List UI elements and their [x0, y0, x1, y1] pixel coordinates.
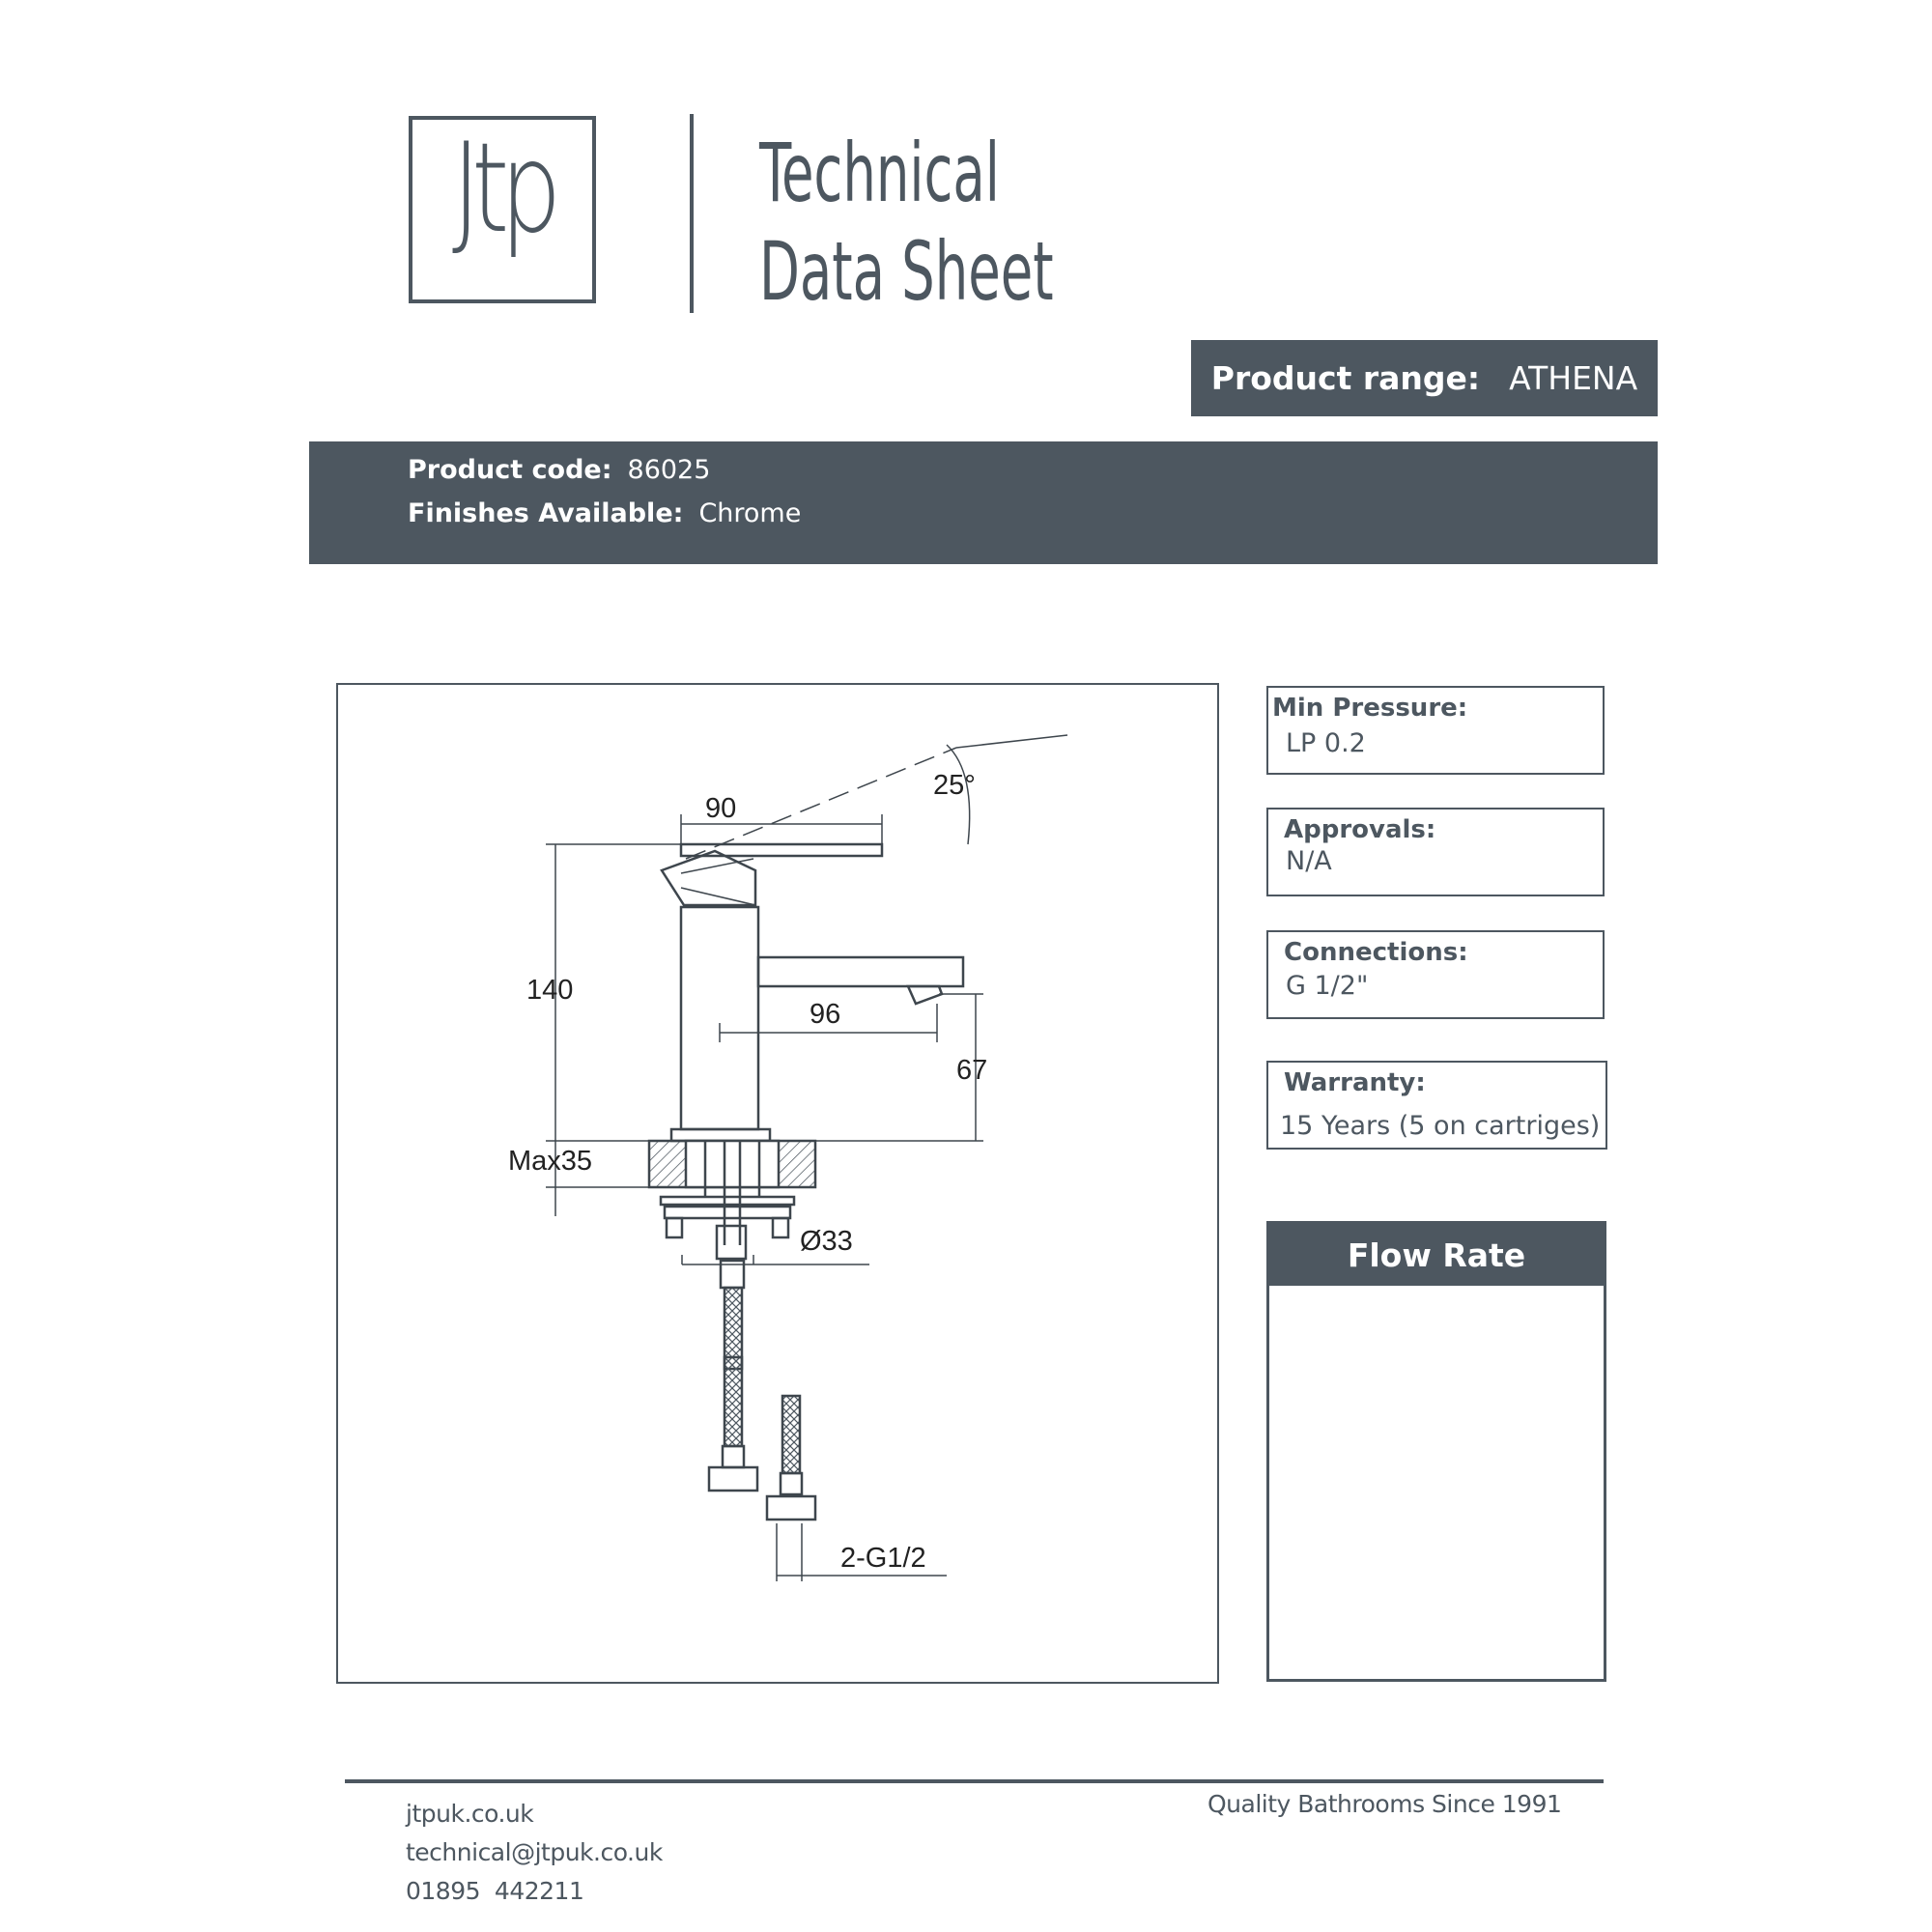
tap-drawing-svg — [338, 685, 1221, 1686]
header-divider — [690, 114, 694, 313]
finishes-label: Finishes Available: — [408, 498, 684, 528]
spout — [758, 957, 963, 986]
min-pressure-value: LP 0.2 — [1286, 728, 1366, 758]
footer-website: jtpuk.co.uk — [406, 1800, 534, 1828]
warranty-value: 15 Years (5 on cartriges) — [1280, 1111, 1601, 1141]
dim-handle-length: 90 — [705, 793, 737, 824]
footer-email: technical@jtpuk.co.uk — [406, 1838, 663, 1866]
handle-lever — [681, 844, 882, 856]
tap-outline — [649, 844, 963, 1520]
product-range-bar — [1191, 340, 1658, 416]
backnut — [665, 1207, 790, 1218]
product-code-row — [408, 455, 710, 485]
spec-warranty — [1266, 1061, 1607, 1150]
product-info-bar — [309, 441, 1658, 564]
approvals-value: N/A — [1286, 846, 1332, 876]
dim-connections: 2-G1/2 — [840, 1543, 926, 1574]
product-range-label: Product range: — [1210, 359, 1481, 397]
product-code-label: Product code: — [408, 455, 612, 485]
footer-phone: 01895 442211 — [406, 1877, 584, 1905]
tap-body — [681, 907, 758, 1129]
product-range-value: ATHENA — [1509, 359, 1638, 397]
hose-2 — [782, 1396, 800, 1473]
dim-diameter: Ø33 — [800, 1226, 853, 1257]
hose-fitting — [717, 1226, 746, 1259]
dim-max-deck: Max35 — [508, 1146, 593, 1177]
title-line-1: Technical — [759, 126, 1000, 220]
product-code-value: 86025 — [627, 455, 711, 485]
finishes-row — [408, 498, 801, 528]
min-pressure-label: Min Pressure: — [1272, 694, 1468, 723]
spec-connections — [1266, 930, 1605, 1019]
spec-min-pressure — [1266, 686, 1605, 775]
spec-approvals — [1266, 808, 1605, 896]
dim-angle: 25° — [933, 770, 976, 801]
backnut-washer — [661, 1197, 794, 1205]
finishes-value: Chrome — [698, 498, 802, 528]
aerator — [908, 986, 942, 1004]
approvals-label: Approvals: — [1284, 815, 1436, 844]
dim-spout-height: 67 — [956, 1055, 988, 1086]
hose-1-lower — [724, 1357, 742, 1446]
footer-contact — [406, 1795, 663, 1911]
footer-divider — [345, 1779, 1604, 1783]
flow-rate-panel — [1266, 1221, 1606, 1682]
handle-cartridge — [662, 851, 755, 905]
title-line-2: Data Sheet — [759, 224, 1054, 319]
hose-1-nut — [709, 1467, 757, 1491]
hose-2-nut — [767, 1496, 815, 1520]
flow-rate-title: Flow Rate — [1269, 1224, 1604, 1286]
connections-label: Connections: — [1284, 938, 1468, 967]
dim-spout-reach: 96 — [810, 999, 841, 1030]
base-plate — [671, 1129, 770, 1141]
logo-text: Jtp — [452, 117, 553, 261]
warranty-label: Warranty: — [1284, 1068, 1426, 1097]
page-title — [759, 124, 1054, 321]
dim-height: 140 — [526, 975, 574, 1006]
footer-tagline: Quality Bathrooms Since 1991 — [1208, 1790, 1562, 1818]
technical-drawing — [336, 683, 1219, 1684]
logo — [409, 116, 596, 303]
connections-value: G 1/2" — [1286, 971, 1369, 1001]
